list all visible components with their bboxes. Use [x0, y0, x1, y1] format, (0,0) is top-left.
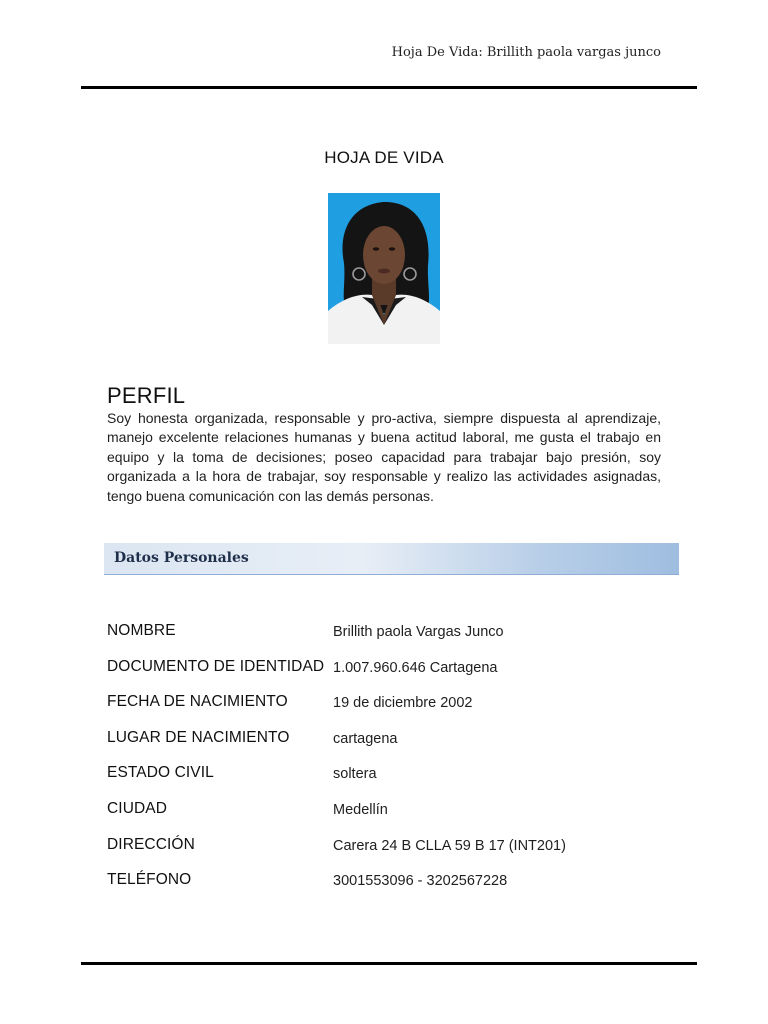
- header-rule: [81, 86, 697, 89]
- field-row-lugar-nacimiento: [107, 729, 667, 765]
- field-row-nombre: [107, 622, 667, 658]
- field-value: 19 de diciembre 2002: [333, 695, 473, 712]
- field-row-direccion: [107, 836, 667, 872]
- field-value: soltera: [333, 766, 377, 783]
- field-label: TELÉFONO: [107, 871, 192, 889]
- field-label: FECHA DE NACIMIENTO: [107, 693, 288, 711]
- field-label: LUGAR DE NACIMIENTO: [107, 728, 290, 746]
- field-row-estado-civil: [107, 764, 667, 800]
- footer-rule: [81, 962, 697, 965]
- field-row-ciudad: [107, 800, 667, 836]
- document-title: HOJA DE VIDA: [324, 148, 444, 167]
- running-header: Hoja De Vida: Brillith paola vargas junco: [391, 45, 661, 60]
- datos-personales-bar: [104, 543, 679, 575]
- field-value: cartagena: [333, 730, 398, 747]
- field-label: ESTADO CIVIL: [107, 764, 214, 782]
- field-label: DOCUMENTO DE IDENTIDAD: [107, 657, 325, 675]
- field-label: DIRECCIÓN: [107, 835, 195, 853]
- field-value: Medellín: [333, 801, 388, 818]
- field-row-fecha-nacimiento: [107, 693, 667, 729]
- field-row-telefono: [107, 871, 667, 907]
- field-row-documento: [107, 658, 667, 694]
- field-value: 3001553096 - 3202567228: [333, 873, 508, 890]
- perfil-text: Soy honesta organizada, responsable y pro-activa, siempre dispuesta al aprendizaje, manejo excelente relaciones humanas y buena actitud laboral, me gusta el trabajo en equipo y la toma de decisiones; poseo capacidad para trabajar bajo presión, soy organizada a la hora de trabajar, soy responsable y realizo las actividades asignadas, tengo buena comunicación con las demás personas.: [107, 410, 661, 504]
- field-label: CIUDAD: [107, 799, 168, 817]
- datos-personales-heading: Datos Personales: [114, 550, 249, 566]
- perfil-heading: PERFIL: [107, 383, 186, 408]
- portrait-photo: [328, 193, 440, 344]
- personal-data-list: [107, 622, 667, 907]
- field-value: Carera 24 B CLLA 59 B 17 (INT201): [333, 837, 566, 854]
- field-value: 1.007.960.646 Cartagena: [333, 659, 498, 676]
- field-label: NOMBRE: [107, 622, 176, 639]
- field-value: Brillith paola Vargas Junco: [333, 624, 504, 640]
